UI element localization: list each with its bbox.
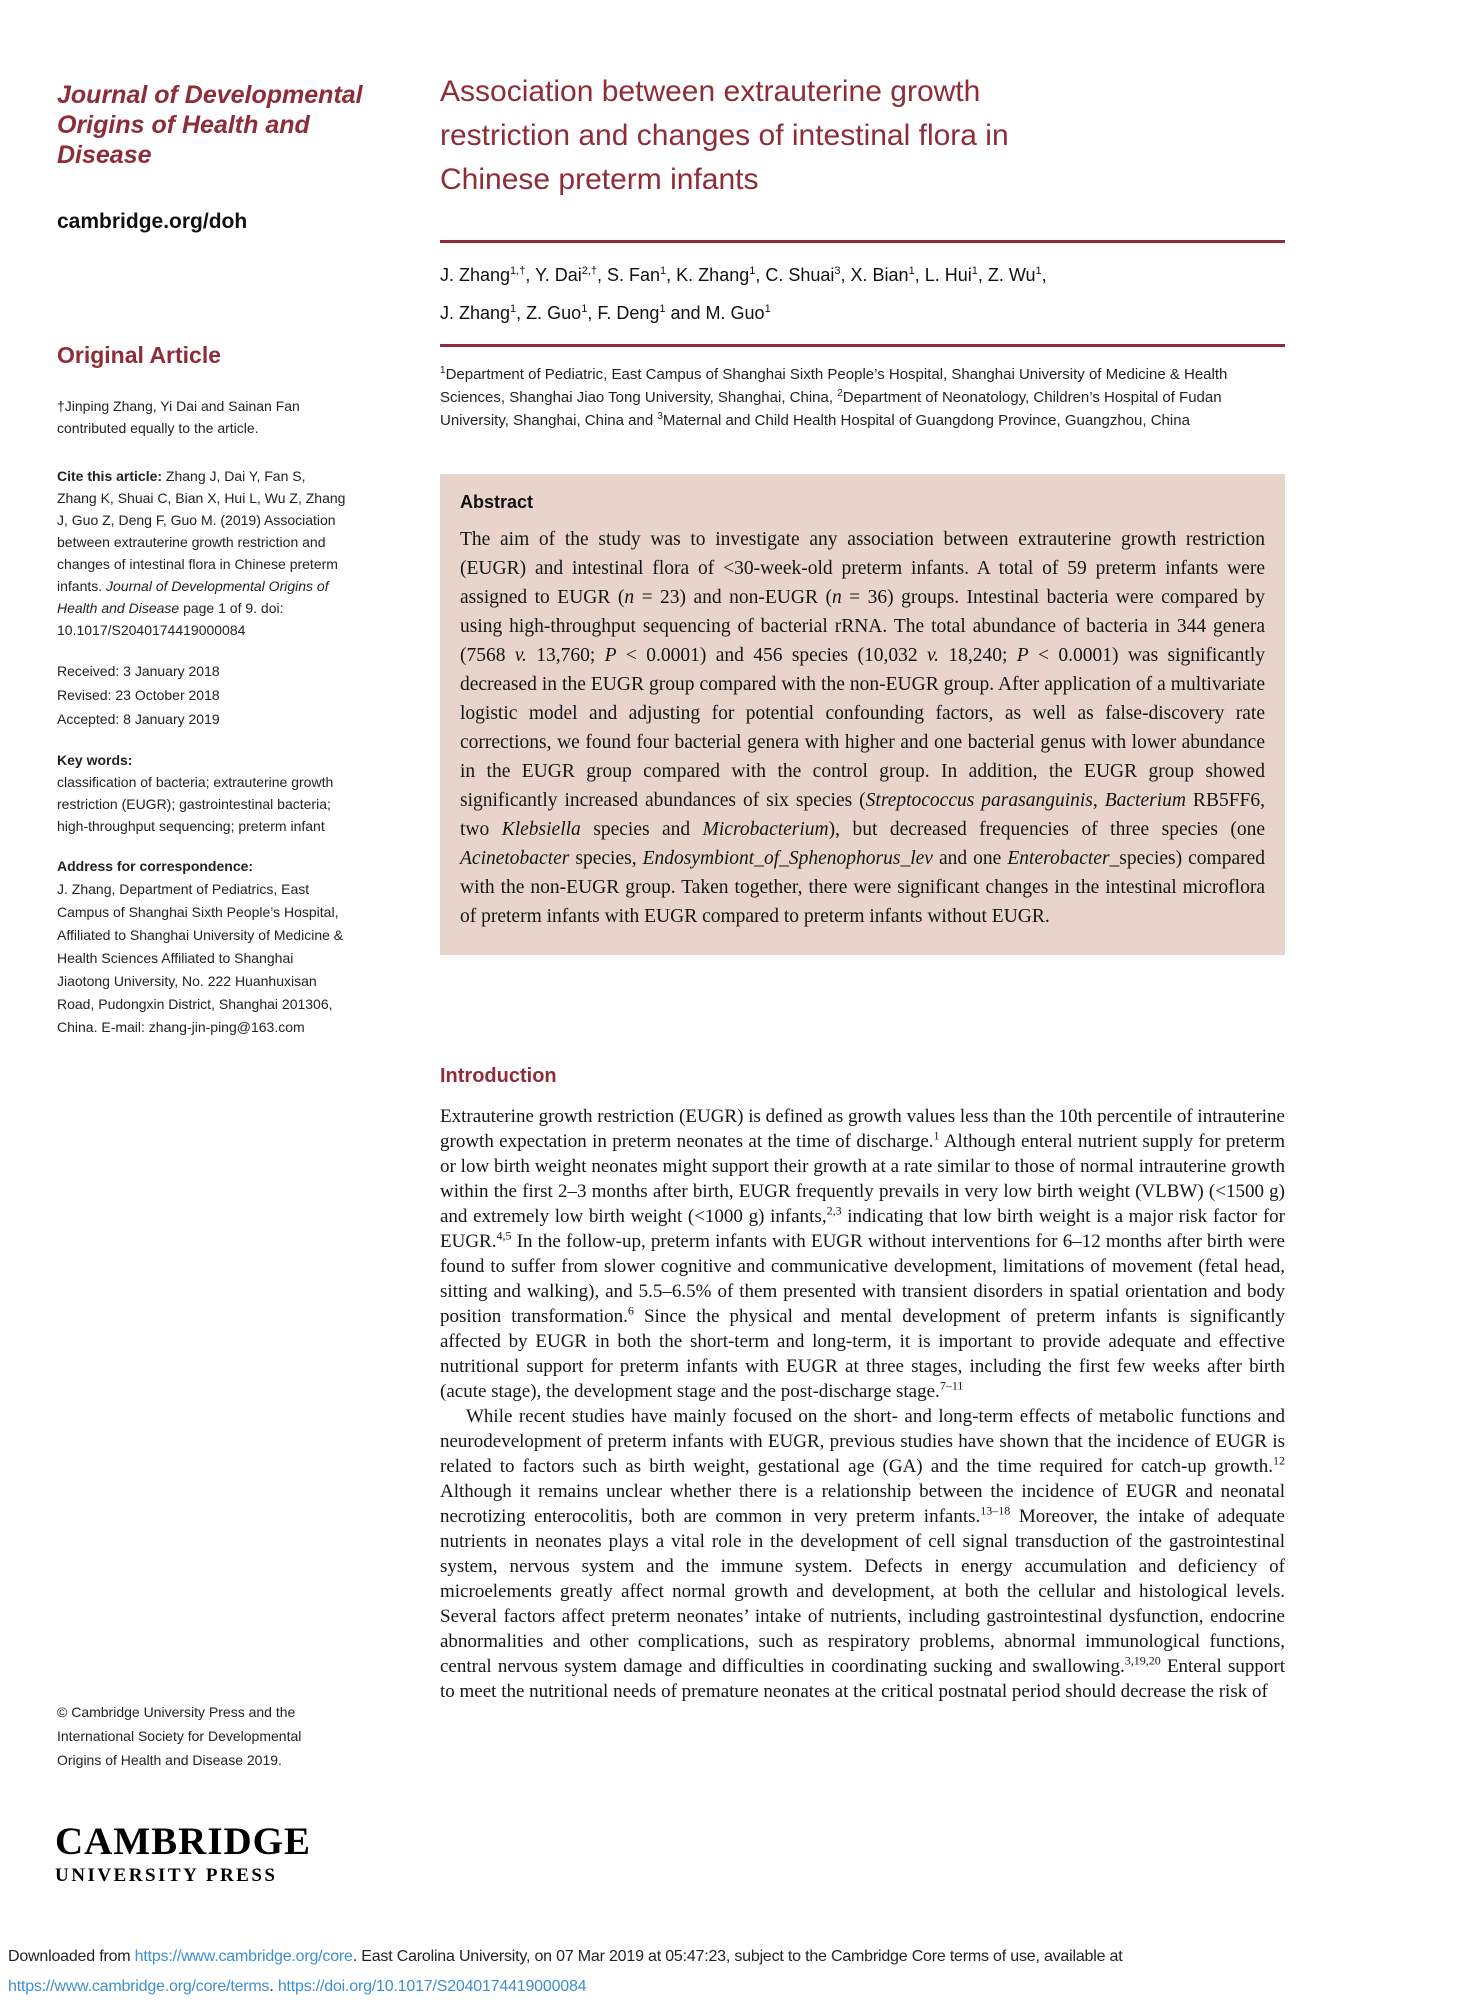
introduction-paragraph-2: While recent studies have mainly focused on the short- and long-term effects of metabolic functions and neurodevelopment of preterm infants with EUGR, previous studies have shown that the incidence of EUGR is related to factors such as birth weight, gestational age (GA) and the time required for catch-up growth.$^{12}$ Although it remains unclear whether there is a relationship between the incidence of EUGR and neonatal necrotizing enterocolitis, both are common in very preterm infants.$^{13-18}$ Moreover, the intake of adequate nutrients in neonates plays a vital role in the development of cell signal transduction of the gastrointestinal system, nervous system and the immune system. Defects in energy accumulation and deficiency of microelements greatly affect normal growth and development, at both the cellular and histological levels. Several factors affect preterm neonates’ intake of nutrients, including gastrointestinal dysfunction, endocrine abnormalities and other complications, such as respiratory problems, abnormal immunological functions, central nervous system damage and difficulties in coordinating sucking and swallowing.$^{3,19,20}$ Enteral support to meet the nutritional needs of premature neonates at the critical postnatal period should decrease the risk of xyxy=(440,1406,1285,1702)
author-rule-top xyxy=(440,240,1285,243)
correspondence-text: J. Zhang, Department of Pediatrics, East Campus of Shanghai Sixth People’s Hospital, Affiliated to Shanghai University of Medicine & Health Sciences Affiliated to Shanghai Jiaotong University, No. 222 Huanhuxisan Road, Pudongxin District, Shanghai 201306, China. E-mail: zhang-jin-ping@163.com xyxy=(57,881,344,1035)
journal-url: cambridge.org/doh xyxy=(57,210,248,233)
cite-this-article: Cite this article: Zhang J, Dai Y, Fan S, Zhang K, Shuai C, Bian X, Hui L, Wu Z, Zhang J, Guo Z, Deng F, Guo M. (2019) Association between extrauterine growth restriction and changes of intestinal flora in Chinese preterm infants. Journal of Developmental Origins of Health and Disease page 1 of 9. doi: 10.1017/S2040174419000084 xyxy=(57,468,346,638)
title-line-3: Chinese preterm infants xyxy=(440,163,759,196)
correspondence-block xyxy=(57,855,349,1039)
introduction-paragraph-1: Extrauterine growth restriction (EUGR) is defined as growth values less than the 10th percentile of intrauterine growth expectation in preterm neonates at the time of discharge.$^1$ Although enteral nutrient supply for preterm or low birth weight neonates might support their growth at a rate similar to those of normal intrauterine growth within the first 2–3 months after birth, EUGR frequently prevails in very low birth weight (VLBW) (<1500 g) and extremely low birth weight (<1000 g) infants,$^{2,3}$ indicating that low birth weight is a major risk factor for EUGR.$^{4,5}$ In the follow-up, preterm infants with EUGR without interventions for 6–12 months after birth were found to suffer from slower cognitive and communicative development, limitations of movement (fetal head, sitting and walking), and 5.5–6.5% of them presented with transient disorders in spatial orientation and body position transformation.$^6$ Since the physical and mental development of preterm infants is significantly affected by EUGR in both the short-term and long-term, it is important to provide adequate and effective nutritional support for preterm infants with EUGR at three stages, including the first few weeks after birth (acute stage), the development stage and the post-discharge stage.$^{7-11}$ xyxy=(440,1106,1285,1402)
footer-link[interactable]: https://www.cambridge.org/core xyxy=(134,1948,353,1965)
download-footer xyxy=(8,1942,1428,2002)
cambridge-university-press-logo xyxy=(55,1822,311,1888)
author-list xyxy=(440,256,1285,332)
revised-date: Revised: 23 October 2018 xyxy=(57,687,220,703)
logo-wordmark: CAMBRIDGE xyxy=(55,1820,312,1863)
article-title xyxy=(440,70,1285,202)
article-main-column xyxy=(440,58,1285,1704)
received-date: Received: 3 January 2018 xyxy=(57,663,220,679)
author-rule-bottom xyxy=(440,344,1285,347)
title-line-1: Association between extrauterine growth xyxy=(440,75,981,108)
correspondence-label: Address for correspondence: xyxy=(57,858,254,874)
keywords-block xyxy=(57,749,349,837)
keywords-text: classification of bacteria; extrauterine growth restriction (EUGR); gastrointestinal bacteria; high-throughput sequencing; preterm infant xyxy=(57,774,334,834)
introduction-heading: Introduction xyxy=(440,1065,557,1087)
section-label: Original Article xyxy=(57,342,222,368)
accepted-date: Accepted: 8 January 2019 xyxy=(57,711,220,727)
author-line-1: J. Zhang$^{1,\dagger}$, Y. Dai$^{2,\dagger}$, S. Fan$^1$, K. Zhang$^1$, C. Shuai$^3$, X. Bian$^1$, L. Hui$^1$, Z. Wu$^1$, xyxy=(440,265,1047,285)
author-line-2: J. Zhang$^1$, Z. Guo$^1$, F. Deng$^1$ and M. Guo$^1$ xyxy=(440,303,771,323)
abstract-heading: Abstract xyxy=(460,492,534,512)
footer-link[interactable]: https://www.cambridge.org/core/terms xyxy=(8,1978,270,1995)
copyright-notice: © Cambridge University Press and the International Society for Developmental Origins of Health and Disease 2019. xyxy=(57,1704,302,1768)
logo-subtitle: UNIVERSITY PRESS xyxy=(55,1865,278,1886)
abstract-text: The aim of the study was to investigate any association between extrauterine growth restriction (EUGR) and intestinal flora of <30-week-old preterm infants. A total of 59 preterm infants were assigned to EUGR (n = 23) and non-EUGR (n = 36) groups. Intestinal bacteria were compared by using high-throughput sequencing of bacterial rRNA. The total abundance of bacteria in 344 genera (7568 v. 13,760; P < 0.0001) and 456 species (10,032 v. 18,240; P < 0.0001) was significantly decreased in the EUGR group compared with the non-EUGR group. After application of a multivariate logistic model and adjusting for potential confounding factors, as well as false-discovery rate corrections, we found four bacterial genera with higher and one bacterial genus with lower abundance in the EUGR group compared with the control group. In addition, the EUGR group showed significantly increased abundances of six species (Streptococcus parasanguinis, Bacterium RB5FF6, two Klebsiella species and Microbacterium), but decreased frequencies of three species (one Acinetobacter species, Endosymbiont_of_Sphenophorus_lev and one Enterobacter_species) compared with the non-EUGR group. Taken together, there were significant changes in the intestinal microflora of preterm infants with EUGR compared to preterm infants without EUGR. xyxy=(460,529,1266,927)
sidebar xyxy=(57,80,363,1039)
footer-line-1: Downloaded from https://www.cambridge.org/core. East Carolina University, on 07 Mar 2019 at 05:47:23, subject to the Cambridge Core terms of use, available at xyxy=(8,1948,1123,1965)
keywords-label: Key words: xyxy=(57,752,133,768)
affiliations: $^1$Department of Pediatric, East Campus of Shanghai Sixth People’s Hospital, Shanghai University of Medicine & Health Sciences, Shanghai Jiao Tong University, Shanghai, China, $^2$Department of Neonatology, Children’s Hospital of Fudan University, Shanghai, China and $^3$Maternal and Child Health Hospital of Guangdong Province, Guangzhou, China xyxy=(440,365,1228,429)
abstract-box xyxy=(440,474,1285,955)
title-line-2: restriction and changes of intestinal flora in xyxy=(440,119,1009,152)
journal-name: Journal of Developmental Origins of Health and Disease xyxy=(57,81,363,169)
footer-line-2: https://www.cambridge.org/core/terms. https://doi.org/10.1017/S2040174419000084 xyxy=(8,1978,587,1995)
contributor-note: †Jinping Zhang, Yi Dai and Sainan Fan contributed equally to the article. xyxy=(57,398,300,436)
footer-link[interactable]: https://doi.org/10.1017/S2040174419000084 xyxy=(277,1978,587,1995)
article-dates xyxy=(57,659,349,731)
